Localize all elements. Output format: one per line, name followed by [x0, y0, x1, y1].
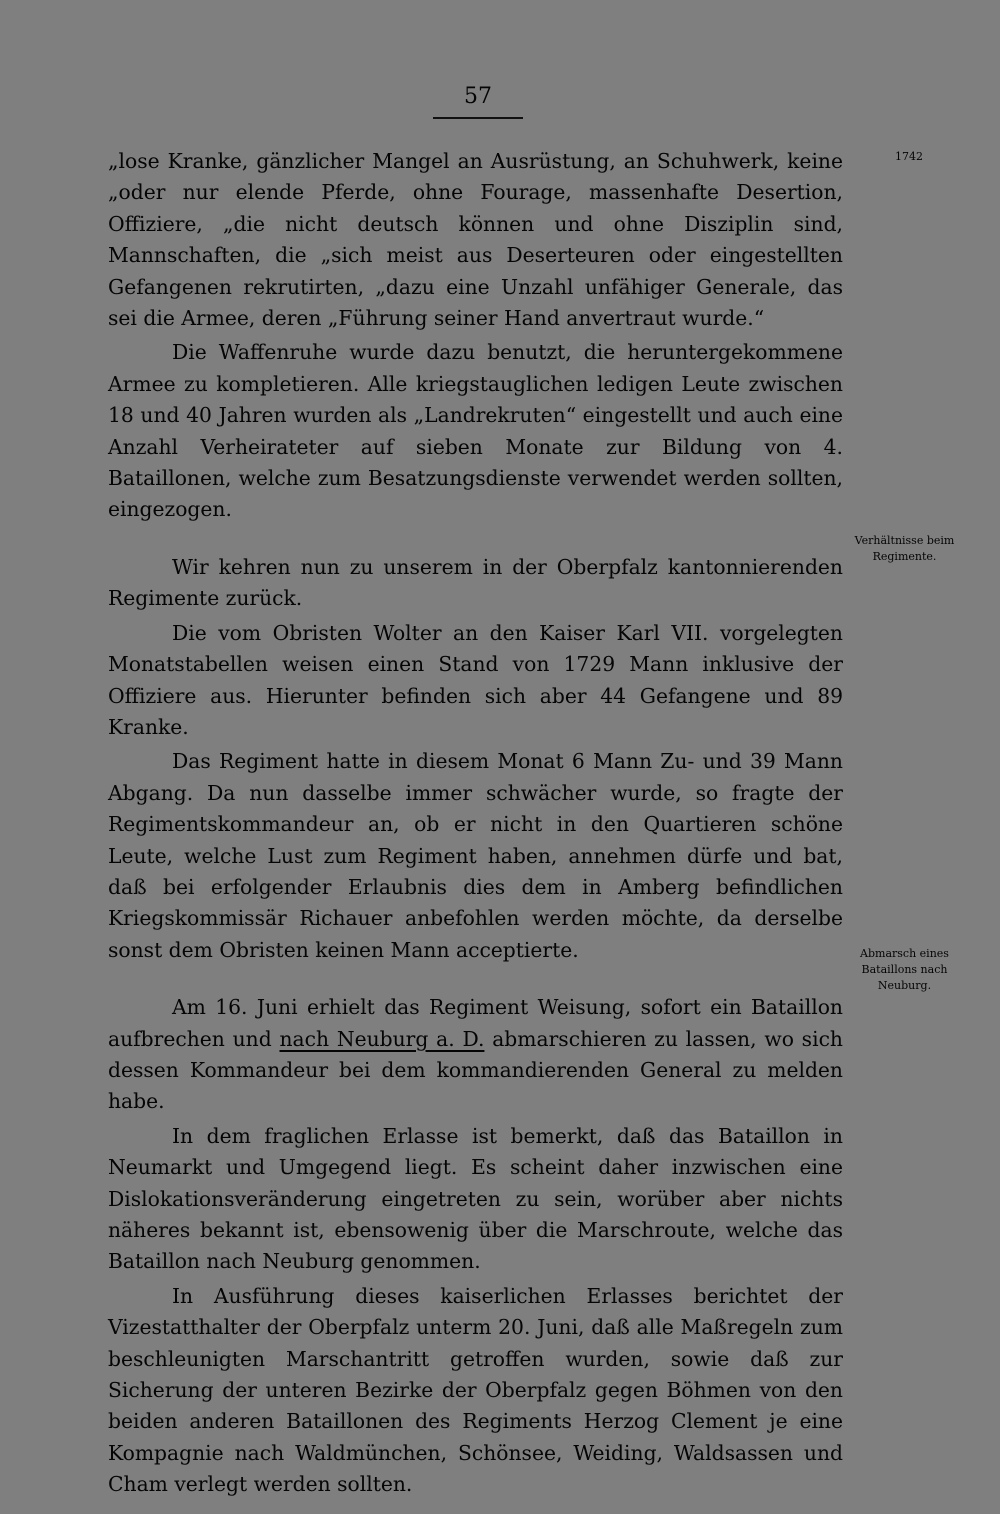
quote-paragraph: „lose Kranke, gänzlicher Mangel an Ausrüstung, an Schuhwerk, keine „oder nur elende Pferde, ohne Fourage, massenhafte Desertion, Offiziere, „die nicht deutsch können und ohne Disziplin sind, Mannschaften, die „sich meist aus Deserteuren oder eingestellten Gefangenen rekrutirten, „dazu eine Unzahl unfähiger Generale, das sei die Armee, deren „Führung seiner Hand anvertraut wurde.“ [108, 149, 843, 331]
paragraph-waffenruhe: Die Waffenruhe wurde dazu benutzt, die heruntergekommene Armee zu kompletieren. Alle kriegstauglichen ledigen Leute zwischen 18 und 40 Jahren wurden als „Landrekruten“ eingestellt und auch eine Anzahl Verheirateter auf sieben Monate zur Bildung von 4. Bataillonen, welche zum Besatzungsdienste verwendet werden sollten, eingezogen. [108, 340, 843, 522]
weisung-text-start: Am 16. Juni erhielt das Regiment Weisung, sofort ein Bataillon aufbrechen und [108, 995, 843, 1051]
weisung-text-end: abmarschieren zu lassen, wo sich dessen Kommandeur bei dem kommandierenden General zu melden habe. [108, 1026, 843, 1114]
page-number-rule [433, 117, 523, 119]
margin-year: 1742 [895, 150, 923, 163]
margin-note-regiment: Verhältnisse beim Regimente. [854, 534, 955, 563]
paragraph-regiment: Wir kehren nun zu unserem in der Oberpfalz kantonnierenden Regimente zurück. [108, 554, 843, 611]
paragraph-erlass: In dem fraglichen Erlasse ist bemerkt, daß das Bataillon in Neumarkt und Umgegend liegt. Es scheint daher inzwischen eine Dislokationsveränderung eingetreten zu sein, worüber aber nichts näheres bekannt ist, ebensowenig über die Marschroute, welche das Bataillon nach Neuburg genommen. [108, 1123, 843, 1274]
paragraph-ausfuehrung: In Ausführung dieses kaiserlichen Erlasses berichtet der Vizestatthalter der Oberpfalz unterm 20. Juni, daß alle Maßregeln zum beschleunigten Marschantritt getroffen wurden, sowie daß zur Sicherung der unteren Bezirke der Oberpfalz gegen Böhmen von den beiden anderen Bataillonen des Regiments Herzog Clement je eine Kompagnie nach Waldmünchen, Schönsee, Weiding, Waldsassen und Cham verlegt werden sollten. [108, 1283, 843, 1497]
paragraph-abgang: Das Regiment hatte in diesem Monat 6 Mann Zu- und 39 Mann Abgang. Da nun dasselbe immer schwächer wurde, so fragte der Regimentskommandeur an, ob er nicht in den Quartieren schöne Leute, welche Lust zum Regiment haben, annehmen dürfe und bat, daß bei erfolgender Erlaubnis dies dem in Amberg befindlichen Kriegskommissär Richauer anbefohlen werden möchte, da derselbe sonst dem Obristen keinen Mann acceptierte. [108, 749, 843, 962]
page-number: 57 [464, 84, 492, 109]
underlined-destination: nach Neuburg a. D. [279, 1026, 485, 1051]
paragraph-monatstabellen: Die vom Obristen Wolter an den Kaiser Karl VII. vorgelegten Monatstabellen weisen einen Stand von 1729 Mann inklusive der Offiziere aus. Hierunter befinden sich aber 44 Gefangene und 89 Kranke. [108, 620, 843, 739]
body-text [108, 146, 843, 1501]
margin-note-abmarsch: Abmarsch eines Bataillons nach Neuburg. [860, 947, 949, 992]
paragraph-weisung [108, 992, 843, 1118]
